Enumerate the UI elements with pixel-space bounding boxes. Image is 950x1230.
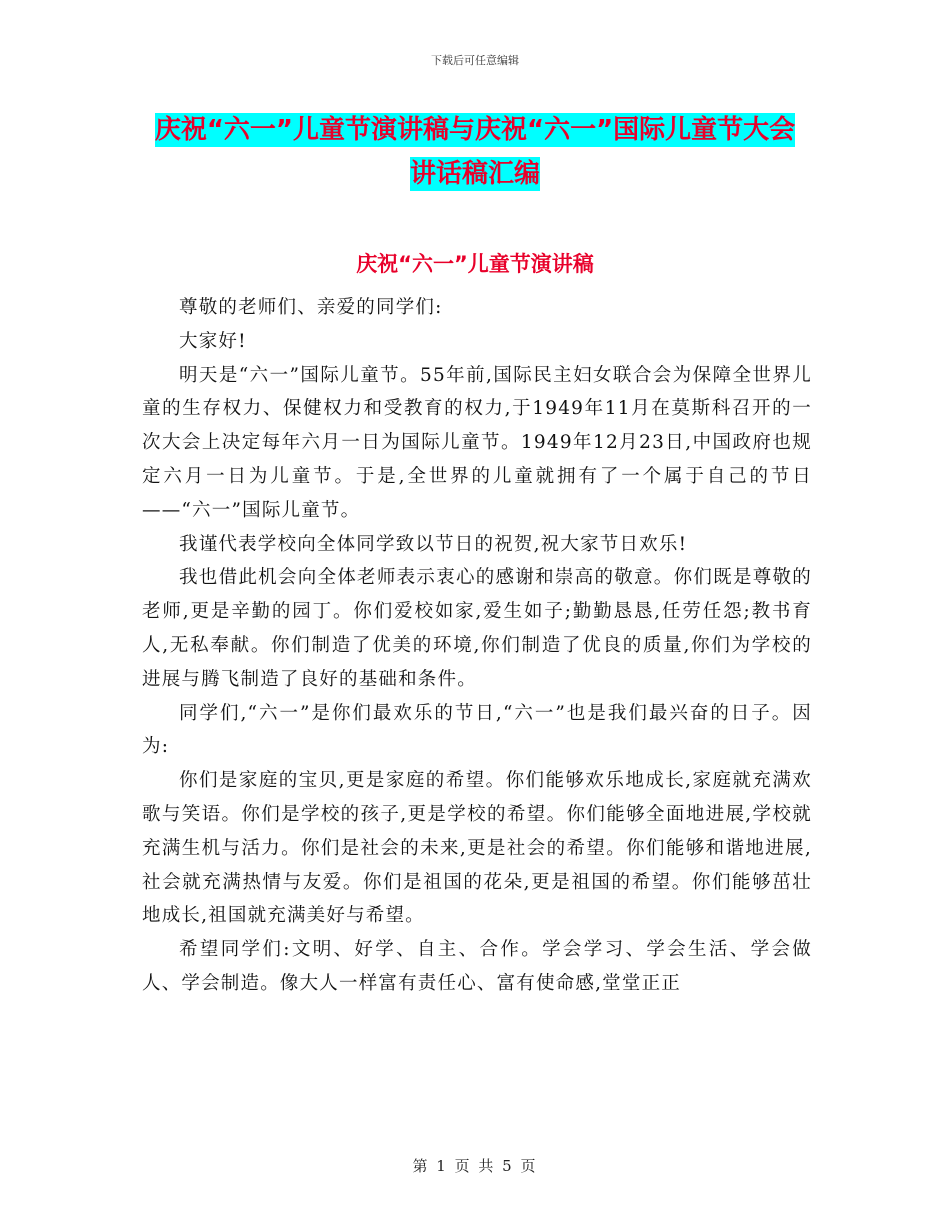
- paragraph-teachers: 我也借此机会向全体老师表示衷心的感谢和崇高的敬意。你们既是尊敬的老师,更是辛勤的园丁。你们爱校如家,爱生如子;勤勤恳恳,任劳任怨;教书育人,无私奉献。你们制造了优美的环境,你们制造了优良的质量,你们为学校的进展与腾飞制造了良好的基础和条件。: [142, 567, 812, 690]
- paragraph-congratulation: 我谨代表学校向全体同学致以节日的祝贺,祝大家节日欢乐!: [179, 533, 688, 555]
- paragraph-students: 同学们,“六一”是你们最欢乐的节日,“六一”也是我们最兴奋的日子。因为:: [142, 702, 812, 758]
- paragraph-wishes: 希望同学们:文明、好学、自主、合作。学会学习、学会生活、学会做人、学会制造。像大人一样富有责任心、富有使命感,堂堂正正: [142, 939, 812, 994]
- paragraph-salutation: 尊敬的老师们、亲爱的同学们:: [179, 297, 443, 318]
- document-title: [150, 108, 800, 196]
- section-title: 庆祝“六一”儿童节演讲稿: [356, 252, 594, 276]
- header-note: 下载后可任意编辑: [431, 54, 519, 67]
- document-body: [142, 291, 812, 1001]
- paragraph-history: 明天是“六一”国际儿童节。55年前,国际民主妇女联合会为保障全世界儿童的生存权力、保健权力和受教育的权力,于1949年11月在莫斯科召开的一次大会上决定每年六月一日为国际儿童节。1949年12月23日,中国政府也规定六月一日为儿童节。于是,全世界的儿童就拥有了一个属于自己的节日——“六一”国际儿童节。: [142, 364, 812, 521]
- page-indicator: 第 1 页 共 5 页: [412, 1157, 538, 1175]
- paragraph-hope: 你们是家庭的宝贝,更是家庭的希望。你们能够欢乐地成长,家庭就充满欢歌与笑语。你们是学校的孩子,更是学校的希望。你们能够全面地进展,学校就充满生机与活力。你们是社会的未来,更是社会的希望。你们能够和谐地进展,社会就充满热情与友爱。你们是祖国的花朵,更是祖国的希望。你们能够茁壮地成长,祖国就充满美好与希望。: [142, 770, 812, 927]
- document-title-text: 庆祝“六一”儿童节演讲稿与庆祝“六一”国际儿童节大会讲话稿汇编: [154, 115, 796, 189]
- paragraph-greeting: 大家好!: [179, 330, 247, 352]
